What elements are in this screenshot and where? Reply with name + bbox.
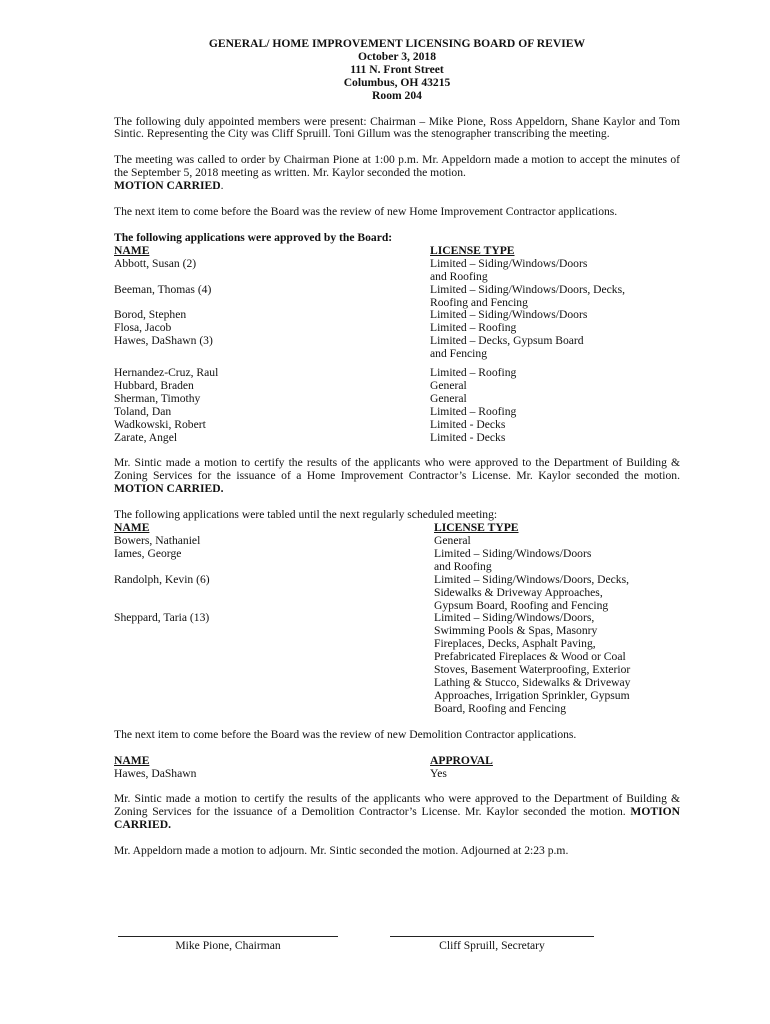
table-row	[114, 284, 680, 310]
table-row	[114, 309, 680, 322]
license-type-line: Gypsum Board, Roofing and Fencing	[434, 598, 609, 612]
license-type-line: Limited – Roofing	[430, 321, 517, 335]
meeting-city: Columbus, OH 43215	[343, 75, 451, 89]
license-type	[430, 612, 680, 715]
table-row	[114, 612, 680, 715]
table-row	[114, 380, 680, 393]
demolition-section	[114, 755, 680, 781]
meeting-room: Room 204	[372, 88, 422, 102]
call-to-order-text: The meeting was called to order by Chairman Pione at 1:00 p.m. Mr. Appeldorn made a motion to accept the minutes of the September 5, 2018 meeting as written. Mr. Kaylor seconded the motion.	[114, 153, 680, 180]
approved-col-name: NAME	[114, 243, 150, 257]
license-type-line: General	[430, 378, 467, 392]
applicant-name: Beeman, Thomas (4)	[114, 282, 212, 296]
meeting-street: 111 N. Front Street	[350, 62, 444, 76]
applicant-name: Hawes, DaShawn (3)	[114, 334, 213, 348]
license-type-line: Fireplaces, Decks, Asphalt Paving,	[434, 637, 596, 651]
secretary-signature-label: Cliff Spruill, Secretary	[439, 939, 545, 952]
license-type	[430, 406, 680, 419]
applicant-name: Bowers, Nathaniel	[114, 534, 201, 547]
secretary-signature	[390, 936, 594, 953]
motion-carried-2: MOTION CARRIED.	[114, 482, 224, 496]
license-type-line: and Roofing	[430, 269, 488, 283]
chairman-signature-label: Mike Pione, Chairman	[175, 939, 281, 952]
applicant-name: Iames, George	[114, 546, 182, 560]
chairman-signature	[118, 936, 338, 953]
approved-heading: The following applications were approved by the Board:	[114, 230, 393, 244]
table-row	[114, 367, 680, 380]
demolition-header-row	[114, 755, 680, 768]
certify-text-2: Mr. Sintic made a motion to certify the results of the applicants who were approved to the Department of Building & Zoning Services for the issuance of a Demolition Contractor’s License. Mr. Kaylor seconded the motion.	[114, 792, 680, 819]
tabled-heading: The following applications were tabled until the next regularly scheduled meeting:	[114, 508, 498, 522]
signature-line	[390, 936, 594, 937]
license-type	[430, 432, 680, 445]
table-row	[114, 432, 680, 445]
license-type	[430, 548, 680, 574]
call-to-order-paragraph: The meeting was called to order by Chairman Pione at 1:00 p.m. Mr. Appeldorn made a motion to accept the minutes of the September 5, 2018 meeting as written. Mr. Kaylor seconded the motion. MOTION CARRIED.	[114, 153, 680, 193]
motion-carried-1: MOTION CARRIED	[114, 179, 221, 193]
table-row	[114, 258, 680, 284]
license-type	[430, 535, 680, 548]
applicant-name: Flosa, Jacob	[114, 321, 172, 335]
license-type-line: Limited – Siding/Windows/Doors	[434, 546, 592, 560]
applicant-name: Sheppard, Taria (13)	[114, 611, 210, 625]
applicant-name: Hubbard, Braden	[114, 378, 194, 392]
license-type-line: Limited – Siding/Windows/Doors,	[434, 611, 595, 625]
license-type-line: General	[430, 391, 467, 405]
tabled-col-type: LICENSE TYPE	[434, 521, 519, 535]
license-type-line: Limited - Decks	[430, 430, 506, 444]
certify-text-1: Mr. Sintic made a motion to certify the results of the applicants who were approved to the Department of Building & Zoning Services for the issuance of a Home Improvement Contractor’s License. Mr. Kaylor seconded the motion.	[114, 456, 680, 483]
table-row	[114, 768, 680, 781]
license-type-line: Limited – Siding/Windows/Doors, Decks,	[434, 572, 630, 586]
demolition-col-name: NAME	[114, 753, 150, 767]
applicant-name: Hernandez-Cruz, Raul	[114, 366, 219, 380]
license-type-line: and Roofing	[434, 559, 492, 573]
motion-carried-3: MOTION CARRIED.	[114, 805, 680, 832]
attendance-paragraph: The following duly appointed members were present: Chairman – Mike Pione, Ross Appeldorn, Shane Kaylor and Tom Sintic. Representing the City was Cliff Spruill. Toni Gillum was the stenographer transcribing the meeting.	[114, 114, 680, 141]
applicant-name: Sherman, Timothy	[114, 391, 201, 405]
applicant-name: Abbott, Susan (2)	[114, 256, 197, 270]
applicant-name: Zarate, Angel	[114, 430, 178, 444]
license-type-line: General	[434, 534, 471, 547]
license-type	[430, 258, 680, 284]
license-type	[430, 367, 680, 380]
applicant-name: Randolph, Kevin (6)	[114, 572, 210, 586]
license-type-line: Approaches, Irrigation Sprinkler, Gypsum	[434, 688, 630, 702]
approved-table	[114, 258, 680, 445]
next-item-home-improvement: The next item to come before the Board was the review of new Home Improvement Contractor applications.	[114, 205, 618, 219]
approved-col-type: LICENSE TYPE	[430, 243, 515, 257]
approved-header-row	[114, 245, 680, 258]
table-row	[114, 535, 680, 548]
license-type-line: Lathing & Stucco, Sidewalks & Driveway	[434, 675, 631, 689]
license-type-line: Roofing and Fencing	[430, 295, 528, 309]
license-type	[430, 335, 680, 361]
applicant-name: Borod, Stephen	[114, 308, 187, 322]
license-type	[430, 419, 680, 432]
tabled-section	[114, 509, 680, 716]
license-type-line: Limited – Siding/Windows/Doors	[430, 256, 588, 270]
table-row	[114, 335, 680, 361]
license-type-line: Stoves, Basement Waterproofing, Exterior	[434, 663, 631, 677]
license-type-line: Limited - Decks	[430, 417, 506, 431]
demolition-applicant-name: Hawes, DaShawn	[114, 766, 197, 780]
meeting-date: October 3, 2018	[357, 49, 437, 63]
demolition-approval-value: Yes	[430, 766, 447, 780]
license-type-line: Limited – Roofing	[430, 366, 517, 380]
table-row	[114, 406, 680, 419]
table-row	[114, 574, 680, 613]
license-type-line: Prefabricated Fireplaces & Wood or Coal	[434, 650, 626, 664]
certify-home-improvement	[114, 457, 680, 496]
tabled-col-name: NAME	[114, 521, 150, 535]
adjourn-paragraph: Mr. Appeldorn made a motion to adjourn. Mr. Sintic seconded the motion. Adjourned at 2:23 p.m.	[114, 844, 569, 858]
license-type	[430, 393, 680, 406]
license-type-line: Limited – Decks, Gypsum Board	[430, 334, 584, 348]
board-title: GENERAL/ HOME IMPROVEMENT LICENSING BOARD OF REVIEW	[208, 37, 586, 50]
tabled-table	[114, 535, 680, 716]
demolition-col-approval: APPROVAL	[430, 753, 493, 767]
applicant-name: Wadkowski, Robert	[114, 417, 206, 431]
table-row	[114, 419, 680, 432]
table-row	[114, 548, 680, 574]
table-row	[114, 393, 680, 406]
license-type-line: Limited – Siding/Windows/Doors	[430, 308, 588, 322]
license-type	[430, 380, 680, 393]
signature-line	[118, 936, 338, 937]
license-type-line: and Fencing	[430, 347, 487, 361]
license-type-line: Limited – Siding/Windows/Doors, Decks,	[430, 282, 626, 296]
license-type-line: Sidewalks & Driveway Approaches,	[434, 585, 603, 599]
minutes-document	[114, 38, 680, 858]
next-item-demolition: The next item to come before the Board was the review of new Demolition Contractor applications.	[114, 727, 577, 741]
applicant-name: Toland, Dan	[114, 404, 172, 418]
license-type-line: Board, Roofing and Fencing	[434, 701, 567, 715]
certify-demolition	[114, 793, 680, 832]
approved-section	[114, 232, 680, 445]
license-type-line: Swimming Pools & Spas, Masonry	[434, 624, 598, 638]
license-type	[430, 574, 680, 613]
license-type	[430, 284, 680, 310]
document-header	[114, 38, 680, 103]
license-type-line: Limited – Roofing	[430, 404, 517, 418]
